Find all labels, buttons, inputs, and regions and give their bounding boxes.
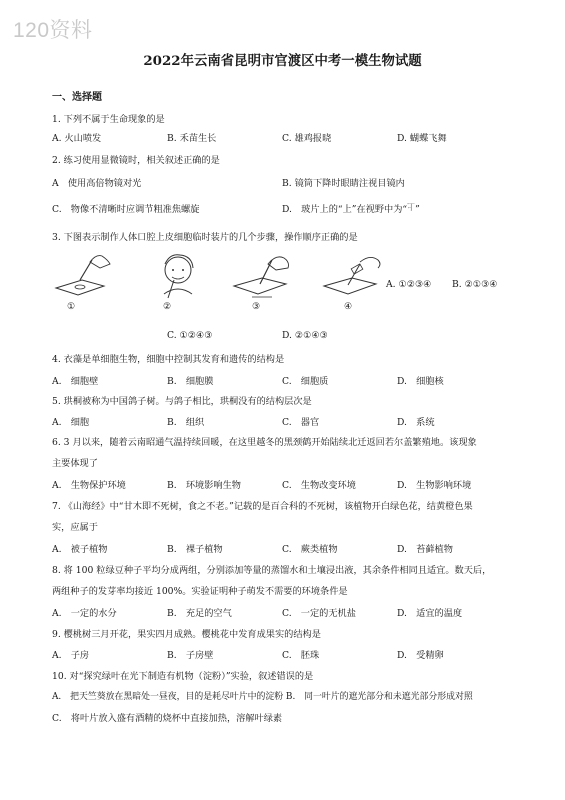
option: D. 苔藓植物 [397, 544, 453, 555]
option: D. 受精卵 [397, 650, 444, 661]
option: B. 镜筒下降时眼睛注视目镜内 [282, 178, 405, 189]
option: A. ①②③④ [386, 279, 432, 290]
option: C. 细胞质 [282, 376, 329, 387]
option: A. 火山喷发 [52, 133, 102, 144]
step-1-figure [52, 250, 114, 302]
person-scraping-icon [150, 250, 212, 302]
question-stem: 4. 衣藻是单细胞生物，细胞中控制其发育和遗传的结构是 [52, 354, 285, 365]
watermark: 120资料 [13, 19, 93, 42]
option: C. ①②④③ [167, 330, 213, 341]
option: D. 蝴蝶飞舞 [397, 133, 447, 144]
option: B. 环境影响生物 [167, 480, 241, 491]
question-stem: 10. 对“探究绿叶在光下制造有机物（淀粉）”实验，叙述错误的是 [52, 671, 314, 682]
option: B. 组织 [167, 417, 205, 428]
question-stem: 5. 珙桐被称为中国鸽子树。与鸽子相比，珙桐没有的结构层次是 [52, 396, 312, 407]
option: D. 系统 [397, 417, 435, 428]
step-3-figure [232, 250, 294, 302]
figure-label: ④ [344, 301, 353, 312]
page-title: 2022年云南省昆明市官渡区中考一模生物试题 [143, 53, 422, 69]
slide-dropper-icon [52, 250, 114, 302]
option: A. 一定的水分 [52, 608, 117, 619]
step-4-figure [322, 250, 384, 302]
option: A. 细胞 [52, 417, 90, 428]
option: A. 把天竺葵放在黑暗处一昼夜，目的是耗尽叶片中的淀粉 B. 同一叶片的遮光部分和未遮光部分形成对照 [52, 692, 473, 702]
option: C. 物像不清晰时应调节粗准焦螺旋 [52, 204, 200, 215]
figure-label: ② [163, 301, 172, 312]
question-stem: 7. 《山海经》中“甘木即不死树，食之不老。”记载的是百合科的不死树，该植物开白绿色花，结黄橙色果 [52, 501, 473, 512]
option: A. 生物保护环境 [52, 480, 126, 491]
figure-label: ③ [252, 301, 261, 312]
option: B. 禾苗生长 [167, 133, 217, 144]
step-2-figure [150, 250, 212, 302]
option: A. 被子植物 [52, 544, 108, 555]
inverted-character: 上 [407, 202, 416, 211]
question-stem: 6. 3 月以来，随着云南昭通气温持续回暖，在这里越冬的黑颈鹤开始陆续北迁返回若尔盖繁殖地。该现象 [52, 437, 477, 448]
option: C. 蕨类植物 [282, 544, 338, 555]
option: B. 细胞膜 [167, 376, 214, 387]
option: B. ②①③④ [452, 279, 498, 290]
option: B. 子房壁 [167, 650, 214, 661]
option: C. 生物改变环境 [282, 480, 356, 491]
question-stem: 9. 樱桃树三月开花，果实四月成熟。樱桃花中发育成果实的结构是 [52, 629, 321, 640]
option: C. 一定的无机盐 [282, 608, 356, 619]
coverslip-icon [322, 250, 384, 302]
figure-label: ① [67, 301, 76, 312]
option: D. 生物影响环境 [397, 480, 472, 491]
section-heading: 一、选择题 [52, 92, 102, 103]
option: C. 器官 [282, 417, 320, 428]
slide-smear-icon [232, 250, 294, 302]
option: A 使用高倍物镜对光 [52, 178, 142, 189]
question-stem-continued: 实，应属于 [52, 522, 98, 533]
option [282, 201, 420, 215]
question-stem: 8. 将 100 粒绿豆种子平均分成两组，分别添加等量的蒸馏水和土壤浸出液，其余条件相同且适宜。数天后， [52, 565, 492, 576]
question-stem: 3. 下图表示制作人体口腔上皮细胞临时装片的几个步骤，操作顺序正确的是 [52, 232, 358, 243]
option: D. 适宜的温度 [397, 608, 463, 619]
option-text: D. 玻片上的“上”在视野中为“ [282, 204, 408, 215]
option: B. 裸子植物 [167, 544, 223, 555]
option: A. 细胞壁 [52, 376, 99, 387]
option: D. ②①④③ [282, 330, 328, 341]
question-stem: 1. 下列不属于生命现象的是 [52, 114, 165, 125]
option: C. 胚珠 [282, 650, 320, 661]
question-stem: 2. 练习使用显微镜时，相关叙述正确的是 [52, 155, 220, 166]
option: A. 子房 [52, 650, 90, 661]
option: D. 细胞核 [397, 376, 444, 387]
option-text-end: ” [415, 204, 420, 215]
question-stem-continued: 两组种子的发芽率均接近 100%。实验证明种子萌发不需要的环境条件是 [52, 586, 348, 597]
option: C. 将叶片放入盛有酒精的烧杯中直接加热，溶解叶绿素 [52, 713, 283, 724]
option: C. 雄鸡报晓 [282, 133, 332, 144]
option: B. 充足的空气 [167, 608, 232, 619]
question-stem-continued: 主要体现了 [52, 458, 98, 469]
